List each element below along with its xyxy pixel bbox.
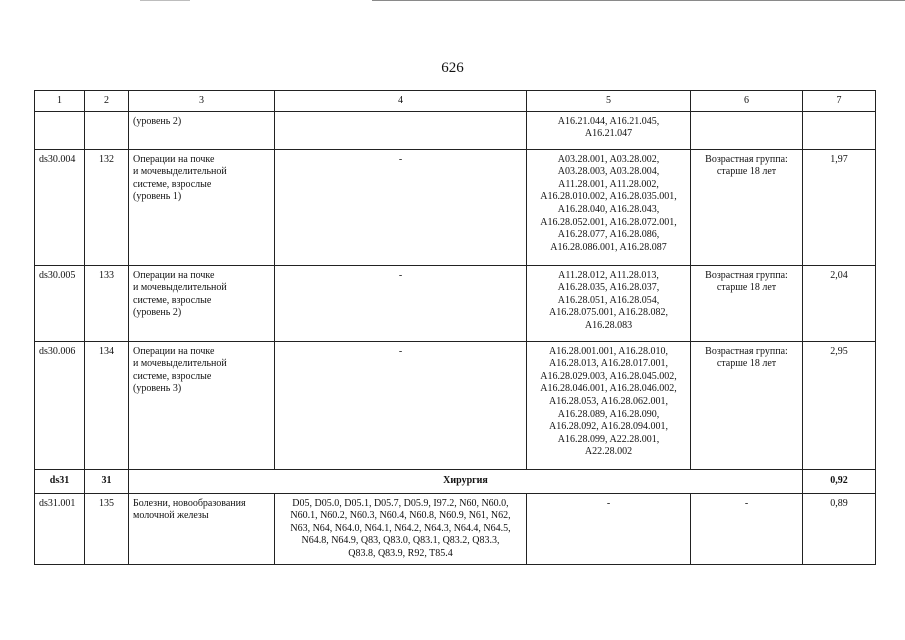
coefficient-cell: 0,89: [803, 493, 876, 564]
coefficient-cell: 2,95: [803, 341, 876, 469]
diagnosis-codes-cell: -: [275, 265, 527, 341]
table-row: [35, 341, 876, 469]
code-cell: ds31.001: [35, 493, 85, 564]
page-number: 626: [441, 60, 464, 76]
name-cell: Болезни, новообразования молочной железы: [129, 493, 275, 564]
coefficient-cell: 2,04: [803, 265, 876, 341]
column-number: 2: [85, 91, 129, 112]
column-number: 7: [803, 91, 876, 112]
criteria-cell: -: [691, 493, 803, 564]
coefficient-cell: [803, 111, 876, 149]
diagnosis-codes-cell: D05, D05.0, D05.1, D05.7, D05.9, I97.2, N60, N60.0, N60.1, N60.2, N60.3, N60.4, N60.8, N60.9, N61, N62, N63, N64, N64.0, N64.1, N64.2, N64.3, N64.4, N64.5, N64.8, N64.9, Q83, Q83.0, Q83.1, Q83.2, Q83.3, Q83.8, Q83.9, R92, T85.4: [275, 493, 527, 564]
name-cell: Операции на почке и мочевыделительной системе, взрослые (уровень 3): [129, 341, 275, 469]
service-codes-cell: A03.28.001, A03.28.002, A03.28.003, A03.28.004, A11.28.001, A11.28.002, A16.28.010.002, A16.28.035.001, A16.28.040, A16.28.043, A16.28.052.001, A16.28.072.001, A16.28.077, A16.28.086, A16.28.086.001, A16.28.087: [527, 149, 691, 265]
number-cell: 135: [85, 493, 129, 564]
number-cell: 133: [85, 265, 129, 341]
criteria-cell: [691, 111, 803, 149]
number-cell: [85, 111, 129, 149]
criteria-cell: Возрастная группа: старше 18 лет: [691, 149, 803, 265]
diagnosis-codes-cell: -: [275, 341, 527, 469]
coefficient-cell: 1,97: [803, 149, 876, 265]
section-number-cell: 31: [85, 469, 129, 493]
column-number: 1: [35, 91, 85, 112]
column-number-row: [35, 91, 876, 112]
column-number: 4: [275, 91, 527, 112]
name-cell: Операции на почке и мочевыделительной системе, взрослые (уровень 1): [129, 149, 275, 265]
section-row: [35, 469, 876, 493]
table-row: [35, 149, 876, 265]
name-cell: Операции на почке и мочевыделительной системе, взрослые (уровень 2): [129, 265, 275, 341]
column-number: 6: [691, 91, 803, 112]
diagnosis-codes-cell: [275, 111, 527, 149]
scan-edge-line: [372, 0, 905, 1]
service-codes-cell: A16.21.044, A16.21.045, A16.21.047: [527, 111, 691, 149]
section-coefficient-cell: 0,92: [803, 469, 876, 493]
diagnosis-codes-cell: -: [275, 149, 527, 265]
table-row: [35, 493, 876, 564]
section-title: Хирургия: [129, 469, 803, 493]
table-row: [35, 265, 876, 341]
code-cell: ds30.004: [35, 149, 85, 265]
criteria-cell: Возрастная группа: старше 18 лет: [691, 265, 803, 341]
number-cell: 132: [85, 149, 129, 265]
code-cell: ds30.006: [35, 341, 85, 469]
column-number: 3: [129, 91, 275, 112]
code-cell: ds30.005: [35, 265, 85, 341]
column-number: 5: [527, 91, 691, 112]
scan-edge-mark: [140, 0, 190, 1]
criteria-cell: Возрастная группа: старше 18 лет: [691, 341, 803, 469]
tariff-table: [34, 90, 876, 565]
service-codes-cell: A16.28.001.001, A16.28.010, A16.28.013, A16.28.017.001, A16.28.029.003, A16.28.045.002, A16.28.046.001, A16.28.046.002, A16.28.053, A16.28.062.001, A16.28.089, A16.28.090, A16.28.092, A16.28.094.001, A16.28.099, A22.28.001, A22.28.002: [527, 341, 691, 469]
table-row: [35, 111, 876, 149]
service-codes-cell: -: [527, 493, 691, 564]
code-cell: [35, 111, 85, 149]
section-code-cell: ds31: [35, 469, 85, 493]
number-cell: 134: [85, 341, 129, 469]
name-cell: (уровень 2): [129, 111, 275, 149]
service-codes-cell: A11.28.012, A11.28.013, A16.28.035, A16.28.037, A16.28.051, A16.28.054, A16.28.075.001, A16.28.082, A16.28.083: [527, 265, 691, 341]
